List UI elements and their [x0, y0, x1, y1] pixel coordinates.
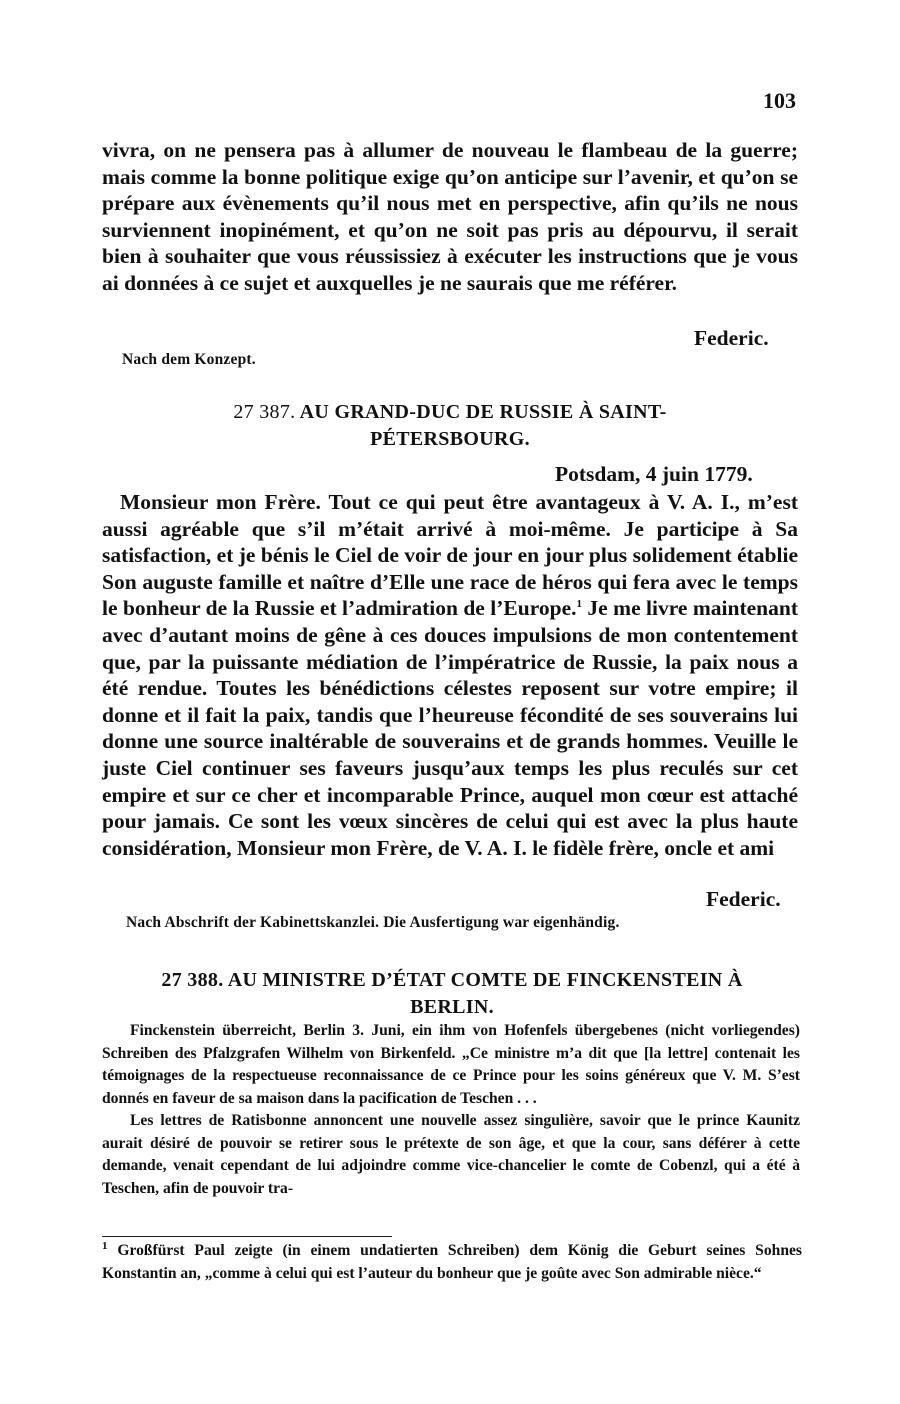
- letter2-source-note: Nach Abschrift der Kabinettskanzlei. Die Ausfertigung war eigenhändig.: [126, 914, 620, 931]
- footnote-reference: 1: [576, 598, 582, 611]
- letter3-summary: [102, 1020, 800, 1200]
- footnote-marker: 1: [102, 1239, 108, 1252]
- letter3-summary-paragraph-1: Finckenstein überreicht, Berlin 3. Juni, ein ihm von Hofenfels übergebenes (nicht vorliegendes) Schreiben des Pfalzgrafen Wilhelm von Birkenfeld. „Ce ministre m’a dit que [la lettre] contenait les témoignages de la respectueuse reconnaissance de ce Prince pour les soins généreux que V. M. S’est donnés en faveur de sa maison dans la pacification de Teschen . . .: [102, 1022, 800, 1107]
- letter1-source-note: Nach dem Konzept.: [122, 351, 256, 368]
- letter2-dateline: Potsdam, 4 juin 1779.: [555, 462, 753, 486]
- footnote-text: Großfürst Paul zeigte (in einem undatierten Schreiben) dem König die Geburt seines Sohnes Konstantin an, „comme à celui qui est l’auteur du bonheur que je goûte avec Son admirable nièce.“: [102, 1242, 802, 1282]
- letter3-title-line1: AU MINISTRE D’ÉTAT COMTE DE FINCKENSTEIN À: [227, 969, 743, 991]
- letter2-body: [102, 489, 798, 861]
- letter2-number: 27 387.: [233, 401, 296, 423]
- letter2-signature: Federic.: [706, 887, 781, 911]
- footnote: [102, 1240, 802, 1285]
- letter2-heading-line1: [100, 399, 800, 426]
- letter2-body-part1: Monsieur mon Frère. Tout ce qui peut être avantageux à V. A. I., m’est aussi agréable que s’il m’était arrivé à moi-même. Je participe à Sa satisfaction, et je bénis le Ciel de voir de jour en jour plus solidement établie Son auguste famille et naître d’Elle une race de héros qui fera avec le temps le bonheur de la Russie et l’admiration de l’Europe.: [102, 490, 798, 621]
- letter-continuation-text: vivra, on ne pensera pas à allumer de nouveau le flambeau de la guerre; mais comme la bonne politique exige qu’on anticipe sur l’avenir, et qu’on se prépare aux évènements qu’il nous met en perspective, afin qu’ils ne nous surviennent inopinément, et qu’on ne soit pas pris au dépourvu, il serait bien à souhaiter que vous réussissiez à exécuter les instructions que je vous ai données à ce sujet et auxquelles je ne saurais que me référer.: [102, 138, 798, 295]
- letter2-body-part2: Je me livre maintenant avec d’autant moins de gêne à ces douces impulsions de mon contentement que, par la puissante médiation de l’impératrice de Russie, la paix nous a été rendue. Toutes les bénédictions célestes reposent sur votre empire; il donne et il fait la paix, tandis que l’heureuse fécondité de ses souverains lui donne une source inaltérable de souverains et de grands hommes. Veuille le juste Ciel continuer ses faveurs jusqu’aux temps les plus reculés sur cet empire et sur ce cher et incomparable Prince, auquel mon cœur est attaché pour jamais. Ce sont les vœux sincères de celui qui est avec la plus haute considération, Monsieur mon Frère, de V. A. I. le fidèle frère, oncle et ami: [102, 596, 798, 860]
- letter3-heading-line1: [100, 967, 804, 994]
- letter2-title-line2: PÉTERSBOURG.: [370, 428, 530, 450]
- letter3-number: 27 388.: [161, 969, 224, 991]
- letter3-summary-paragraph-2: Les lettres de Ratisbonne annoncent une nouvelle assez singulière, savoir que le prince Kaunitz aurait désiré de pouvoir se retirer sous le prétexte de son âge, et que la cour, sans déférer à cette demande, venait cependant de lui adjoindre comme vice-chancelier le comte de Cobenzl, qui a été à Teschen, afin de pouvoir tra-: [102, 1112, 800, 1197]
- letter3-title-line2: BERLIN.: [410, 996, 494, 1018]
- page-number: 103: [763, 88, 796, 113]
- footnote-divider: [102, 1236, 392, 1237]
- letter2-heading: [100, 399, 800, 453]
- letter1-signature: Federic.: [694, 326, 769, 350]
- letter2-title-line1: AU GRAND-DUC DE RUSSIE À SAINT-: [299, 401, 667, 423]
- letter3-heading: [100, 967, 804, 1021]
